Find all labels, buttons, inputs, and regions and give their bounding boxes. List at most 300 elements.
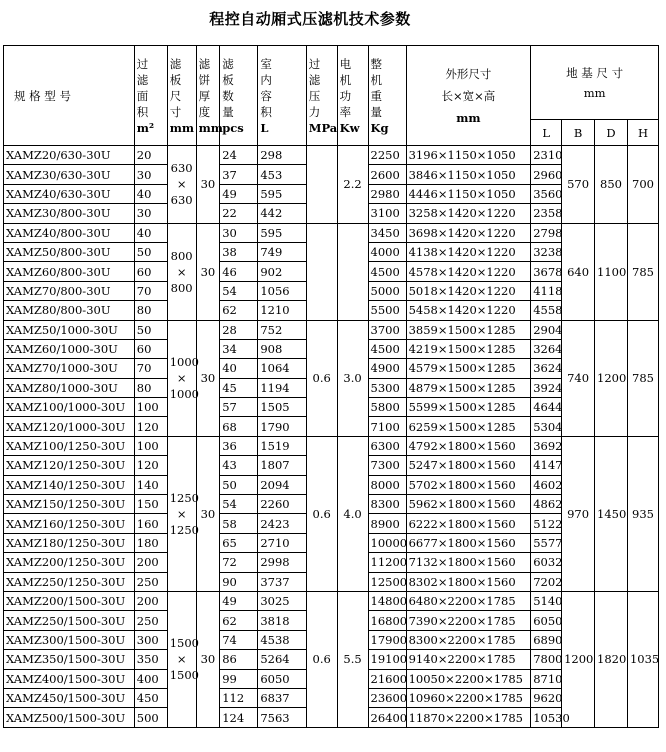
header-char: 容: [260, 88, 272, 103]
cell-volume: 6837: [258, 688, 306, 707]
cell-found-l: 6890: [531, 630, 562, 649]
plate-size-part: ×: [176, 371, 187, 386]
header-char: 室: [260, 56, 272, 71]
cell-dimensions: 4446×1150×1050: [406, 184, 531, 203]
cell-found-l: 3238: [531, 242, 562, 261]
cell-area: 20: [134, 146, 167, 165]
cell-found-l: 2798: [531, 223, 562, 242]
cell-plate-size: [167, 436, 200, 591]
cell-plate-count: 50: [220, 475, 258, 494]
cell-found-d: 1820: [595, 591, 628, 727]
cell-area: 70: [134, 281, 167, 300]
cell-model: XAMZ150/1250-30U: [4, 495, 135, 514]
cell-model: XAMZ350/1500-30U: [4, 650, 135, 669]
table-row: [4, 591, 659, 610]
cell-area: 40: [134, 223, 167, 242]
cell-weight: 2250: [368, 146, 406, 165]
cell-weight: 5000: [368, 281, 406, 300]
cell-plate-count: 99: [220, 669, 258, 688]
cell-weight: 4900: [368, 359, 406, 378]
cell-volume: 1505: [258, 398, 306, 417]
cell-dimensions: 6259×1500×1285: [406, 417, 531, 436]
cell-model: XAMZ250/1250-30U: [4, 572, 135, 591]
cell-area: 160: [134, 514, 167, 533]
cell-found-l: 5577: [531, 533, 562, 552]
cell-pressure: 0.6: [306, 436, 337, 591]
cell-power: 5.5: [337, 591, 368, 727]
cell-weight: 5800: [368, 398, 406, 417]
cell-volume: 7563: [258, 708, 306, 727]
cell-model: XAMZ60/1000-30U: [4, 339, 135, 358]
cell-weight: 2600: [368, 165, 406, 184]
cell-volume: 3818: [258, 611, 306, 630]
cell-volume: 902: [258, 262, 306, 281]
plate-size-part: ×: [176, 264, 187, 279]
plate-size-part: 800: [170, 280, 193, 295]
cell-weight: 7100: [368, 417, 406, 436]
cell-found-l: 4644: [531, 398, 562, 417]
header-char: 力: [308, 104, 321, 119]
cell-found-l: 3264: [531, 339, 562, 358]
header-char: 数: [222, 88, 234, 103]
cell-plate-count: 43: [220, 456, 258, 475]
cell-area: 200: [134, 553, 167, 572]
cell-dimensions: 4219×1500×1285: [406, 339, 531, 358]
plate-size-part: ×: [176, 506, 187, 521]
cell-area: 250: [134, 572, 167, 591]
cell-found-d: 850: [595, 146, 628, 224]
cell-area: 80: [134, 378, 167, 397]
header-char: 整: [370, 56, 382, 71]
cell-pressure: 0.6: [306, 591, 337, 727]
cell-volume: 1210: [258, 301, 306, 320]
cell-area: 40: [134, 184, 167, 203]
cell-model: XAMZ180/1250-30U: [4, 533, 135, 552]
header-char: 板: [222, 72, 234, 87]
header-foundation: [531, 46, 659, 120]
cell-model: XAMZ120/1250-30U: [4, 456, 135, 475]
header-char: 量: [222, 104, 234, 119]
plate-size-part: ×: [176, 177, 187, 192]
cell-dimensions: 3859×1500×1285: [406, 320, 531, 339]
cell-model: XAMZ140/1250-30U: [4, 475, 135, 494]
cell-found-d: 1100: [595, 223, 628, 320]
cell-dimensions: 5458×1420×1220: [406, 301, 531, 320]
table-header: [4, 46, 659, 146]
cell-dimensions: 8302×1800×1560: [406, 572, 531, 591]
cell-plate-size: [167, 146, 196, 224]
cell-volume: 5264: [258, 650, 306, 669]
cell-model: XAMZ50/1000-30U: [4, 320, 135, 339]
header-char: 滤: [308, 72, 321, 87]
cell-model: XAMZ80/800-30U: [4, 301, 135, 320]
cell-volume: 4538: [258, 630, 306, 649]
cell-dimensions: 4138×1420×1220: [406, 242, 531, 261]
header-char: 过: [308, 56, 321, 71]
cell-dimensions: 3846×1150×1050: [406, 165, 531, 184]
cell-dimensions: 5599×1500×1285: [406, 398, 531, 417]
header-char: 寸: [169, 104, 182, 119]
header-chamber-volume: [258, 46, 306, 146]
cell-dimensions: 4879×1500×1285: [406, 378, 531, 397]
cell-model: XAMZ200/1500-30U: [4, 591, 135, 610]
cell-model: XAMZ70/1000-30U: [4, 359, 135, 378]
plate-size-part: 630: [170, 161, 193, 176]
plate-size-part: 1000: [169, 355, 200, 370]
cell-model: XAMZ30/800-30U: [4, 204, 135, 223]
cell-dimensions: 5018×1420×1220: [406, 281, 531, 300]
cell-area: 50: [134, 320, 167, 339]
cell-found-l: 3924: [531, 378, 562, 397]
cell-volume: 298: [258, 146, 306, 165]
header-unit: pcs: [222, 120, 244, 135]
cell-found-l: 2904: [531, 320, 562, 339]
plate-size-part: 1250: [169, 490, 200, 505]
cell-weight: 5300: [368, 378, 406, 397]
cell-found-b: 570: [562, 146, 595, 224]
cell-area: 180: [134, 533, 167, 552]
cell-volume: 1519: [258, 436, 306, 455]
cell-plate-count: 38: [220, 242, 258, 261]
cell-model: XAMZ500/1500-30U: [4, 708, 135, 727]
header-char: 滤: [136, 72, 149, 87]
cell-weight: 17900: [368, 630, 406, 649]
cell-plate-count: 62: [220, 611, 258, 630]
cell-power: 3.0: [337, 320, 368, 436]
cell-dimensions: 3196×1150×1050: [406, 146, 531, 165]
cell-found-l: 2960: [531, 165, 562, 184]
table-row: [4, 223, 659, 242]
plate-size-part: 1250: [169, 522, 200, 537]
cell-dimensions: 3258×1420×1220: [406, 204, 531, 223]
header-char: 度: [198, 104, 211, 119]
cell-plate-count: 124: [220, 708, 258, 727]
cell-weight: 16800: [368, 611, 406, 630]
cell-found-l: 3678: [531, 262, 562, 281]
header-char: 压: [308, 88, 321, 103]
plate-size-part: 1500: [169, 668, 200, 683]
header-found-b: B: [562, 120, 595, 146]
cell-plate-count: 54: [220, 281, 258, 300]
cell-weight: 26400: [368, 708, 406, 727]
header-unit: L: [260, 120, 269, 135]
cell-dimensions: 5962×1800×1560: [406, 495, 531, 514]
cell-found-l: 10530: [531, 708, 562, 727]
cell-plate-count: 37: [220, 165, 258, 184]
cell-model: XAMZ160/1250-30U: [4, 514, 135, 533]
cell-area: 120: [134, 417, 167, 436]
cell-weight: 14800: [368, 591, 406, 610]
cell-plate-count: 49: [220, 184, 258, 203]
cell-area: 120: [134, 456, 167, 475]
cell-weight: 3100: [368, 204, 406, 223]
cell-model: XAMZ250/1500-30U: [4, 611, 135, 630]
cell-found-d: 1200: [595, 320, 628, 436]
cell-volume: 908: [258, 339, 306, 358]
cell-found-d: 1450: [595, 436, 628, 591]
cell-pressure: 0.6: [306, 320, 337, 436]
cell-found-h: 785: [627, 223, 658, 320]
header-char: 重: [370, 88, 382, 103]
cell-volume: 2710: [258, 533, 306, 552]
cell-dimensions: 6222×1800×1560: [406, 514, 531, 533]
cell-area: 400: [134, 669, 167, 688]
header-char: 量: [370, 104, 382, 119]
cell-found-l: 2358: [531, 204, 562, 223]
cell-cake-thickness: 30: [196, 320, 220, 436]
cell-plate-count: 112: [220, 688, 258, 707]
cell-dimensions: 4578×1420×1220: [406, 262, 531, 281]
header-char: 厚: [198, 88, 211, 103]
cell-plate-count: 54: [220, 495, 258, 514]
cell-area: 450: [134, 688, 167, 707]
cell-plate-count: 86: [220, 650, 258, 669]
cell-weight: 10000: [368, 533, 406, 552]
header-plate-size: [167, 46, 196, 146]
cell-cake-thickness: 30: [196, 146, 220, 224]
cell-plate-count: 74: [220, 630, 258, 649]
header-area: [134, 46, 167, 146]
header-found-d: D: [595, 120, 628, 146]
cell-weight: 6300: [368, 436, 406, 455]
cell-found-h: 935: [627, 436, 658, 591]
cell-plate-count: 28: [220, 320, 258, 339]
cell-area: 60: [134, 339, 167, 358]
cell-found-l: 2310: [531, 146, 562, 165]
header-unit: Kg: [370, 120, 389, 135]
cell-found-l: 4602: [531, 475, 562, 494]
cell-found-l: 8710: [531, 669, 562, 688]
cell-dimensions: 5702×1800×1560: [406, 475, 531, 494]
cell-volume: 2423: [258, 514, 306, 533]
cell-volume: 1807: [258, 456, 306, 475]
cell-plate-size: [167, 320, 200, 436]
cell-plate-count: 45: [220, 378, 258, 397]
cell-area: 350: [134, 650, 167, 669]
cell-found-l: 5140: [531, 591, 562, 610]
cell-plate-count: 72: [220, 553, 258, 572]
header-found-h: H: [627, 120, 658, 146]
cell-volume: 2998: [258, 553, 306, 572]
header-char: 滤: [169, 56, 182, 71]
cell-plate-count: 58: [220, 514, 258, 533]
cell-cake-thickness: 30: [196, 436, 220, 591]
header-unit: mm: [169, 120, 195, 135]
dims-subtitle: 长×宽×高: [441, 88, 496, 103]
cell-plate-count: 68: [220, 417, 258, 436]
cell-power: 2.2: [337, 146, 368, 224]
cell-power: 4.0: [337, 436, 368, 591]
cell-found-h: 785: [627, 320, 658, 436]
plate-size-part: 800: [170, 248, 193, 263]
header-char: 机: [370, 72, 382, 87]
cell-model: XAMZ20/630-30U: [4, 146, 135, 165]
cell-area: 250: [134, 611, 167, 630]
header-char: 机: [339, 72, 352, 87]
spec-table: [3, 45, 659, 728]
cell-cake-thickness: 30: [196, 591, 220, 727]
cell-area: 100: [134, 398, 167, 417]
cell-volume: 1064: [258, 359, 306, 378]
header-char: 积: [260, 104, 272, 119]
header-plate-count: [220, 46, 258, 146]
cell-area: 60: [134, 262, 167, 281]
cell-weight: 2980: [368, 184, 406, 203]
cell-found-l: 3692: [531, 436, 562, 455]
cell-dimensions: 10050×2200×1785: [406, 669, 531, 688]
cell-area: 100: [134, 436, 167, 455]
cell-area: 140: [134, 475, 167, 494]
cell-area: 80: [134, 301, 167, 320]
cell-dimensions: 3698×1420×1220: [406, 223, 531, 242]
cell-area: 50: [134, 242, 167, 261]
cell-volume: 3025: [258, 591, 306, 610]
cell-found-b: 970: [562, 436, 595, 591]
cell-volume: 453: [258, 165, 306, 184]
cell-found-l: 6050: [531, 611, 562, 630]
cell-found-b: 1200: [562, 591, 595, 727]
cell-volume: 595: [258, 223, 306, 242]
cell-model: XAMZ400/1500-30U: [4, 669, 135, 688]
cell-plate-count: 57: [220, 398, 258, 417]
cell-weight: 12500: [368, 572, 406, 591]
cell-found-l: 6032: [531, 553, 562, 572]
cell-model: XAMZ100/1000-30U: [4, 398, 135, 417]
cell-model: XAMZ50/800-30U: [4, 242, 135, 261]
cell-model: XAMZ120/1000-30U: [4, 417, 135, 436]
cell-volume: 3737: [258, 572, 306, 591]
header-char: 滤: [222, 56, 234, 71]
header-char: 内: [260, 72, 272, 87]
dims-title: 外形尺寸: [445, 66, 492, 81]
cell-pressure: [306, 146, 337, 224]
cell-found-l: 5304: [531, 417, 562, 436]
cell-area: 70: [134, 359, 167, 378]
cell-dimensions: 5247×1800×1560: [406, 456, 531, 475]
cell-weight: 21600: [368, 669, 406, 688]
cell-found-h: 1035: [627, 591, 658, 727]
cell-weight: 4000: [368, 242, 406, 261]
foundation-unit: mm: [583, 85, 606, 100]
cell-area: 200: [134, 591, 167, 610]
cell-plate-count: 30: [220, 223, 258, 242]
cell-volume: 442: [258, 204, 306, 223]
cell-volume: 2094: [258, 475, 306, 494]
cell-found-l: 4558: [531, 301, 562, 320]
cell-found-h: 700: [627, 146, 658, 224]
header-char: 过: [136, 56, 149, 71]
cell-plate-size: [167, 591, 200, 727]
cell-volume: 595: [258, 184, 306, 203]
cell-volume: 6050: [258, 669, 306, 688]
plate-size-part: ×: [176, 652, 187, 667]
header-char: 滤: [198, 56, 211, 71]
cell-dimensions: 8300×2200×1785: [406, 630, 531, 649]
cell-volume: 749: [258, 242, 306, 261]
header-dimensions: [406, 46, 531, 146]
cell-dimensions: 6677×1800×1560: [406, 533, 531, 552]
header-weight: [368, 46, 406, 146]
table-row: [4, 146, 659, 165]
dims-unit: mm: [456, 110, 481, 125]
cell-model: XAMZ30/630-30U: [4, 165, 135, 184]
cell-found-b: 640: [562, 223, 595, 320]
cell-weight: 4500: [368, 262, 406, 281]
cell-dimensions: 4579×1500×1285: [406, 359, 531, 378]
document-title: 程控自动厢式压滤机技术参数: [209, 10, 411, 28]
cell-found-l: 3560: [531, 184, 562, 203]
foundation-title: 地 基 尺 寸: [566, 65, 624, 80]
header-char: 面: [136, 88, 149, 103]
header-unit: Kw: [339, 120, 360, 135]
cell-dimensions: 11870×2200×1785: [406, 708, 531, 727]
cell-power: [337, 223, 368, 320]
cell-found-l: 4118: [531, 281, 562, 300]
cell-dimensions: 4792×1800×1560: [406, 436, 531, 455]
cell-model: XAMZ200/1250-30U: [4, 553, 135, 572]
cell-area: 150: [134, 495, 167, 514]
table-row: [4, 436, 659, 455]
cell-model: XAMZ80/1000-30U: [4, 378, 135, 397]
cell-weight: 11200: [368, 553, 406, 572]
header-pressure: [306, 46, 337, 146]
cell-plate-count: 24: [220, 146, 258, 165]
cell-model: XAMZ70/800-30U: [4, 281, 135, 300]
cell-weight: 7300: [368, 456, 406, 475]
cell-plate-size: [167, 223, 196, 320]
cell-volume: 1790: [258, 417, 306, 436]
cell-weight: 8000: [368, 475, 406, 494]
header-char: 功: [339, 88, 352, 103]
cell-plate-count: 40: [220, 359, 258, 378]
cell-model: XAMZ40/630-30U: [4, 184, 135, 203]
header-char: 率: [339, 104, 352, 119]
cell-volume: 1194: [258, 378, 306, 397]
cell-plate-count: 46: [220, 262, 258, 281]
cell-weight: 8300: [368, 495, 406, 514]
plate-size-part: 630: [170, 193, 193, 208]
cell-found-l: 9620: [531, 688, 562, 707]
cell-found-l: 5122: [531, 514, 562, 533]
header-char: 板: [169, 72, 182, 87]
header-power: [337, 46, 368, 146]
cell-weight: 4500: [368, 339, 406, 358]
cell-area: 300: [134, 630, 167, 649]
cell-weight: 8900: [368, 514, 406, 533]
table-row: [4, 320, 659, 339]
cell-volume: 752: [258, 320, 306, 339]
cell-model: XAMZ100/1250-30U: [4, 436, 135, 455]
header-model: 规 格 型 号: [4, 46, 135, 146]
cell-plate-count: 62: [220, 301, 258, 320]
cell-weight: 3450: [368, 223, 406, 242]
cell-found-l: 4862: [531, 495, 562, 514]
cell-found-b: 740: [562, 320, 595, 436]
table-body: [4, 146, 659, 728]
cell-model: XAMZ450/1500-30U: [4, 688, 135, 707]
plate-size-part: 1500: [169, 636, 200, 651]
plate-size-part: 1000: [169, 387, 200, 402]
header-char: 饼: [198, 72, 211, 87]
header-char: 尺: [169, 88, 182, 103]
cell-area: 30: [134, 165, 167, 184]
cell-weight: 19100: [368, 650, 406, 669]
cell-plate-count: 90: [220, 572, 258, 591]
cell-volume: 2260: [258, 495, 306, 514]
cell-weight: 5500: [368, 301, 406, 320]
header-found-l: L: [531, 120, 562, 146]
header-unit: mm: [198, 120, 223, 135]
